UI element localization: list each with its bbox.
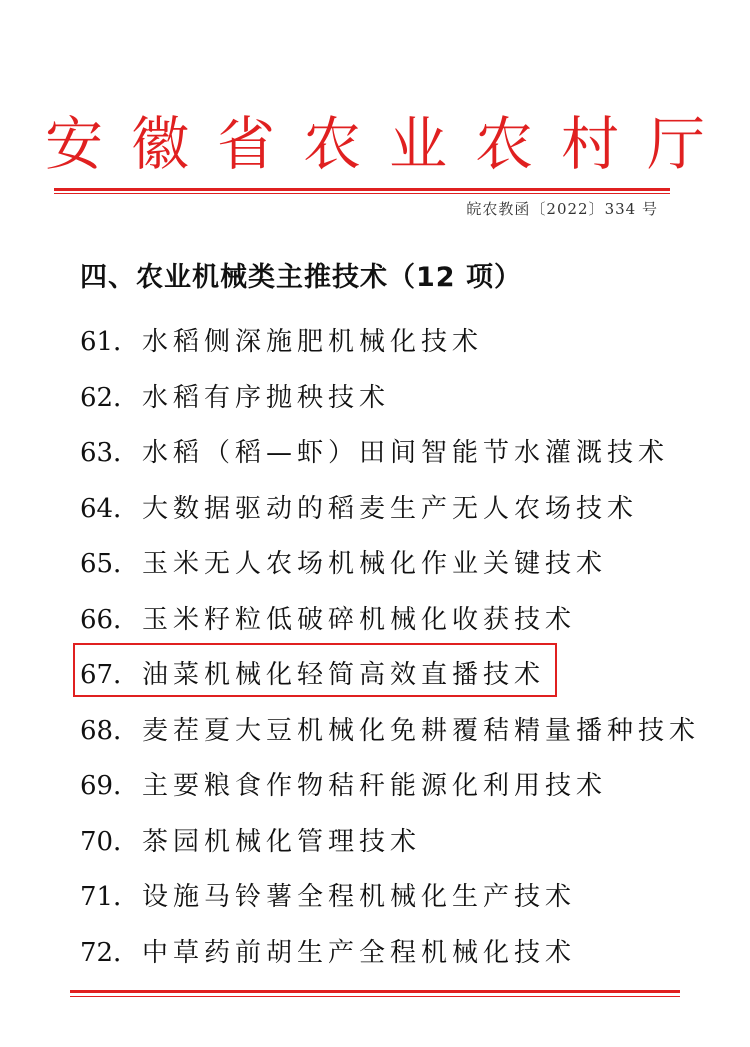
list-item (80, 812, 700, 868)
highlight-box (73, 643, 557, 697)
list-item (80, 590, 700, 646)
list-item (80, 423, 700, 479)
item-text: 中草药前胡生产全程机械化技术 (142, 937, 577, 968)
footer-rule-thick (70, 990, 680, 993)
item-text: 麦茬夏大豆机械化免耕覆秸精量播种技术 (142, 715, 701, 746)
letterhead-title: 安徽省农业农村厅 (44, 110, 733, 178)
item-number: 63． (80, 438, 140, 469)
item-number: 61． (80, 327, 140, 358)
item-number: 67． (80, 660, 140, 691)
item-text: 大数据驱动的稻麦生产无人农场技术 (142, 493, 639, 524)
item-number: 71． (80, 882, 140, 913)
item-text: 玉米无人农场机械化作业关键技术 (142, 549, 608, 580)
list-item (80, 756, 700, 812)
footer-rule-thin (70, 996, 680, 997)
list-item (80, 701, 700, 757)
list-item (80, 312, 700, 368)
list-item (80, 479, 700, 535)
item-text: 玉米籽粒低破碎机械化收获技术 (142, 604, 577, 635)
list-item (80, 923, 700, 979)
item-number: 70． (80, 826, 140, 857)
item-text: 水稻（稻—虾）田间智能节水灌溉技术 (142, 438, 670, 469)
item-number: 72． (80, 937, 140, 968)
letterhead-rule-top-thick (54, 188, 670, 191)
document-number: 皖农教函〔2022〕334 号 (466, 200, 658, 218)
list-item (80, 534, 700, 590)
item-number: 64． (80, 493, 140, 524)
letterhead-rule-top-thin (54, 193, 670, 194)
item-text: 设施马铃薯全程机械化生产技术 (142, 882, 577, 913)
list-item (80, 867, 700, 923)
section-heading: 四、农业机械类主推技术（12 项） (80, 262, 522, 293)
item-text: 主要粮食作物秸秆能源化利用技术 (142, 771, 608, 802)
list-item (80, 368, 700, 424)
item-number: 65． (80, 549, 140, 580)
item-text: 油菜机械化轻简高效直播技术 (142, 660, 546, 691)
item-text: 水稻侧深施肥机械化技术 (142, 327, 484, 358)
item-number: 69． (80, 771, 140, 802)
item-text: 水稻有序抛秧技术 (142, 382, 391, 413)
item-number: 62． (80, 382, 140, 413)
item-number: 68． (80, 715, 140, 746)
item-text: 茶园机械化管理技术 (142, 826, 422, 857)
item-number: 66． (80, 604, 140, 635)
